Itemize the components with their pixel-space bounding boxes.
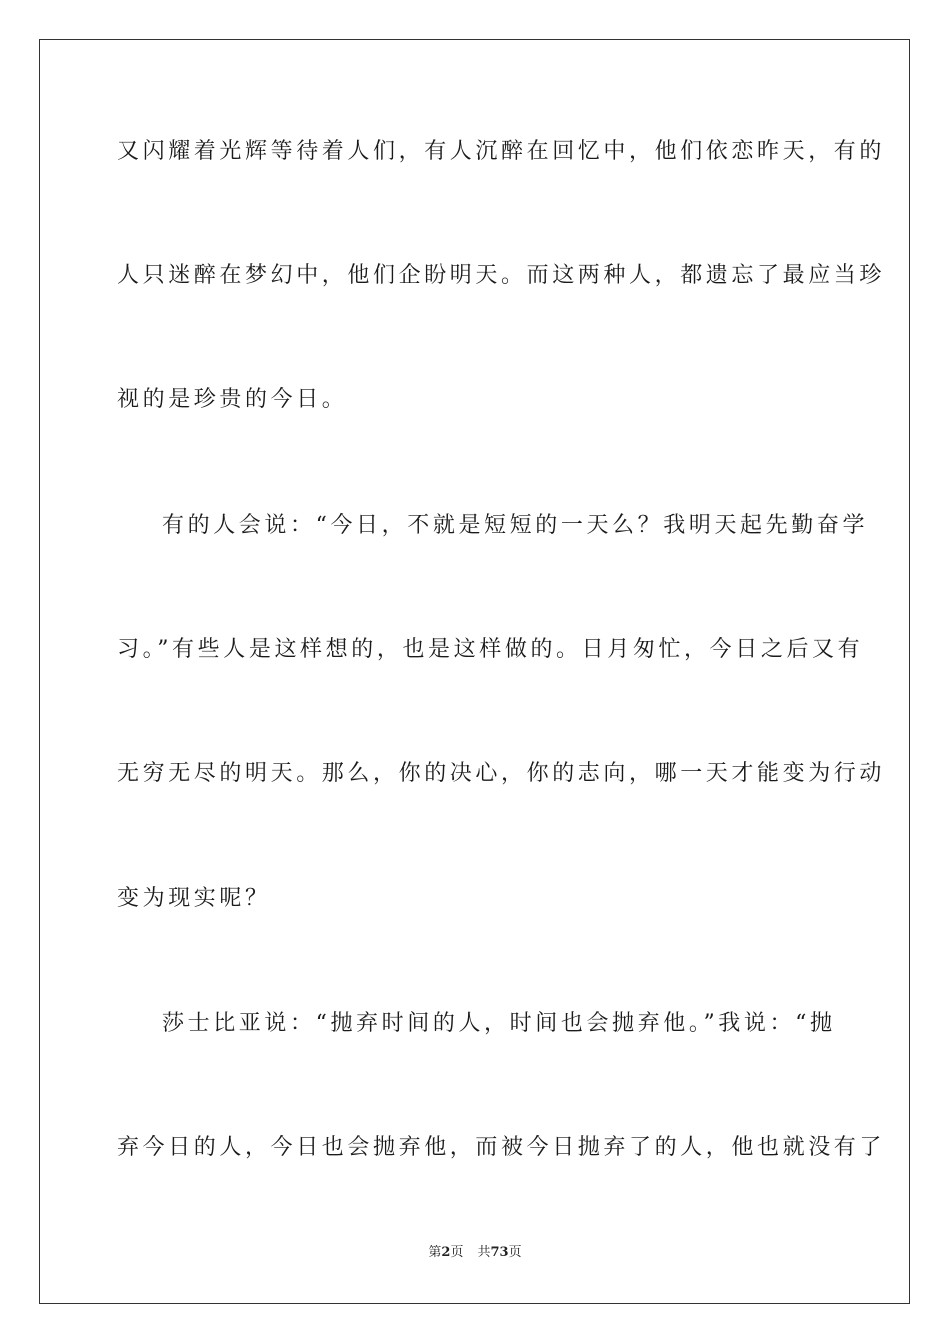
total-pages: 73 — [490, 1245, 509, 1260]
body-text-line: 视的是珍贵的今日。 — [117, 387, 348, 412]
page-suffix: 页 — [450, 1245, 464, 1260]
body-text-line: 无穷无尽的明天。那么，你的决心，你的志向，哪一天才能变为行动 — [117, 761, 886, 786]
total-prefix: 共 — [477, 1245, 491, 1260]
page-number: 2 — [441, 1245, 451, 1260]
page-prefix: 第 — [428, 1245, 442, 1260]
paragraph-first-line: 莎士比亚说：“抛弃时间的人，时间也会抛弃他。”我说：“抛 — [162, 1011, 836, 1036]
body-text-line: 习。”有些人是这样想的，也是这样做的。日月匆忙，今日之后又有 — [117, 637, 864, 662]
paragraph-first-line: 有的人会说：“今日，不就是短短的一天么？我明天起先勤奋学 — [162, 513, 869, 538]
body-text-line: 弃今日的人，今日也会抛弃他，而被今日抛弃了的人，他也就没有了 — [117, 1135, 886, 1160]
body-text-line: 变为现实呢？ — [117, 886, 271, 911]
page-border — [39, 39, 910, 1304]
total-suffix: 页 — [508, 1245, 522, 1260]
page-footer — [0, 1244, 950, 1262]
body-text-line: 又闪耀着光辉等待着人们，有人沉醉在回忆中，他们依恋昨天，有的 — [117, 139, 886, 164]
body-text-line: 人只迷醉在梦幻中，他们企盼明天。而这两种人，都遗忘了最应当珍 — [117, 263, 886, 288]
